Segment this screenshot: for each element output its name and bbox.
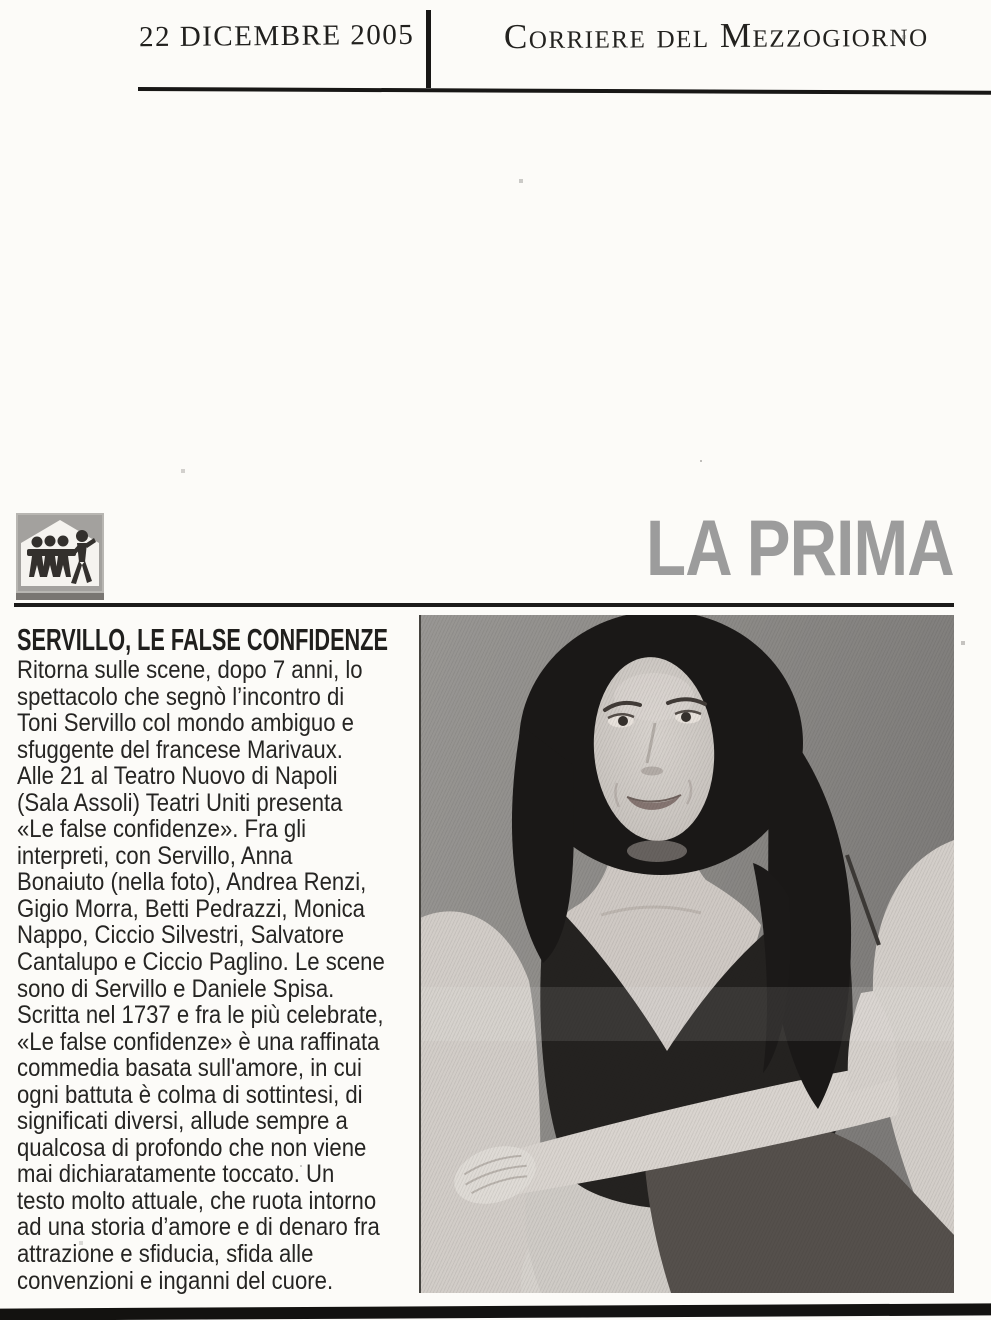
article-body-line: mai dichiaratamente toccato. Un (17, 1160, 335, 1189)
article-body-line: significati diversi, allude sempre a (17, 1107, 348, 1136)
article-body-line: qualcosa di profondo che non viene (17, 1133, 367, 1162)
article-body-line: Ritorna sulle scene, dopo 7 anni, lo (17, 656, 363, 684)
article-body (17, 657, 433, 1294)
article-body-line: sono di Servillo e Daniele Spisa. (17, 974, 335, 1003)
section-horizontal-rule (14, 603, 954, 607)
bottom-scan-bar (0, 1303, 991, 1320)
article-body-line: «Le false confidenze» è una raffinata (17, 1027, 380, 1056)
article-body-line: ogni battuta è colma di sottintesi, di (17, 1080, 363, 1109)
article-body-line: Bonaiuto (nella foto), Andrea Renzi, (17, 868, 367, 897)
article-body-line: Toni Servillo col mondo ambiguo e (17, 709, 354, 738)
section-title: LA PRIMA (646, 503, 954, 592)
bleedthrough-band (421, 987, 954, 1041)
article-body-line: Nappo, Ciccio Silvestri, Salvatore (17, 921, 345, 950)
article-body-line: Cantalupo e Ciccio Paglino. Le scene (17, 948, 385, 977)
scan-speckles (0, 0, 2, 2)
masthead-title: Corriere del Mezzogiorno (503, 14, 929, 57)
people-under-roof-theater-logo-icon (16, 513, 104, 600)
article-body-line: convenzioni e inganni del cuore. (17, 1266, 334, 1295)
article-body-line: commedia basata sull'amore, in cui (17, 1054, 362, 1083)
article-body-line: interpreti, con Servillo, Anna (17, 841, 293, 870)
article-body-line: Scritta nel 1737 e fra le più celebrate, (17, 1001, 384, 1030)
article-headline: SERVILLO, LE FALSE CONFIDENZE (17, 622, 388, 657)
header-horizontal-rule (138, 87, 991, 95)
article-body-line: Alle 21 al Teatro Nuovo di Napoli (17, 762, 338, 791)
article-body-line: sfuggente del francese Marivaux. (17, 735, 343, 764)
article-body-line: spettacolo che segnò l’incontro di (17, 682, 345, 711)
article-body-line: testo molto attuale, che ruota intorno (17, 1186, 377, 1215)
header-divider-rule (426, 10, 431, 88)
article-body-line: (Sala Assoli) Teatri Uniti presenta (17, 788, 343, 817)
issue-date: 22 DICEMBRE 2005 (138, 18, 415, 54)
portrait-photo-anna-bonaiuto (419, 615, 954, 1293)
article-body-line: ad una storia d’amore e di denaro fra (17, 1213, 380, 1242)
article-body-line: attrazione e sfiducia, sfida alle (17, 1240, 314, 1269)
article-body-line: Gigio Morra, Betti Pedrazzi, Monica (17, 894, 365, 923)
article-body-line: «Le false confidenze». Fra gli (17, 815, 307, 844)
left-shoulder (421, 911, 541, 1293)
